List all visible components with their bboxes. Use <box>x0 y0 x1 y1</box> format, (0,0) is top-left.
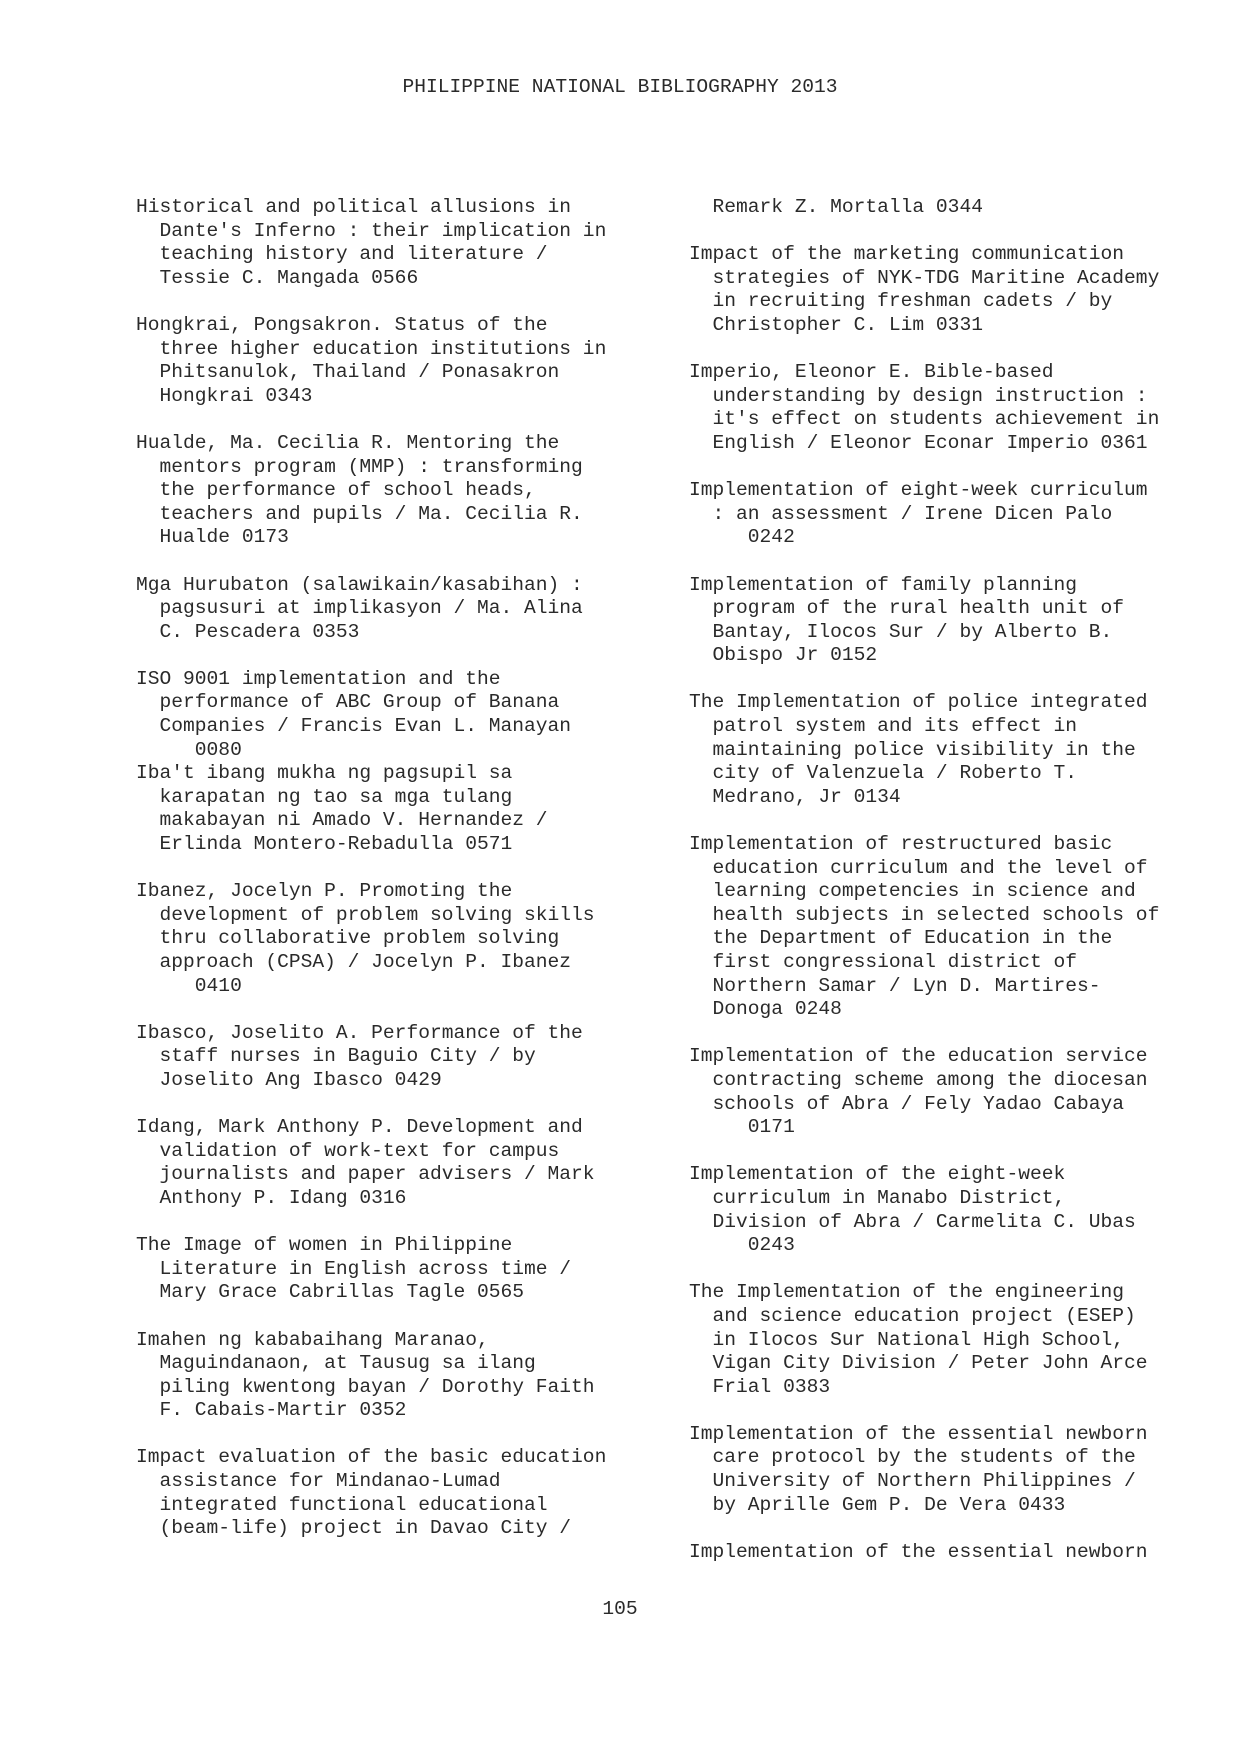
bibliography-entry: Idang, Mark Anthony P. Development and validation of work-text for campus journalists and paper advisers / Mark Anthony P. Idang 0316 <box>136 1116 595 1209</box>
bibliography-entry: Impact evaluation of the basic education assistance for Mindanao-Lumad integrated functional educational (beam-life) project in Davao City / <box>136 1446 607 1540</box>
bibliography-entry: Iba't ibang mukha ng pagsupil sa karapatan ng tao sa mga tulang makabayan ni Amado V. Hernandez / Erlinda Montero-Rebadulla 0571 <box>136 762 548 856</box>
bibliography-entry: The Implementation of police integrated patrol system and its effect in maintaining police visibility in the city of Valenzuela / Roberto T. Medrano, Jr 0134 <box>689 691 1148 808</box>
bibliography-entry: Mga Hurubaton (salawikain/kasabihan) : pagsusuri at implikasyon / Ma. Alina C. Pescadera 0353 <box>136 573 583 643</box>
bibliography-entry: Remark Z. Mortalla 0344 <box>689 196 983 218</box>
bibliography-entry: Implementation of the eight-week curriculum in Manabo District, Division of Abra / Carmelita C. Ubas 0243 <box>689 1163 1136 1257</box>
bibliography-entry: Historical and political allusions in Dante's Inferno : their implication in teaching history and literature / Tessie C. Mangada 0566 <box>136 196 607 289</box>
bibliography-entry: Implementation of the essential newborn <box>689 1540 1148 1563</box>
bibliography-entry: The Image of women in Philippine Literature in English across time / Mary Grace Cabrillas Tagle 0565 <box>136 1234 572 1304</box>
right-column <box>689 196 1209 1564</box>
bibliography-entry: Hongkrai, Pongsakron. Status of the three higher education institutions in Phitsanulok, Thailand / Ponasakron Hongkrai 0343 <box>136 313 607 407</box>
page-number: 105 <box>602 1598 638 1620</box>
bibliography-entry: ISO 9001 implementation and the performance of ABC Group of Banana Companies / Francis Evan L. Manayan 0080 <box>136 667 572 761</box>
bibliography-entry: Implementation of the essential newborn care protocol by the students of the University of Northern Philippines / by Aprille Gem P. De Vera 0433 <box>689 1422 1148 1516</box>
left-column <box>136 196 656 1541</box>
bibliography-entry: Implementation of eight-week curriculum : an assessment / Irene Dicen Palo 0242 <box>689 479 1148 549</box>
bibliography-entry: Hualde, Ma. Cecilia R. Mentoring the mentors program (MMP) : transforming the performance of school heads, teachers and pupils / Ma. Cecilia R. Hualde 0173 <box>136 431 583 549</box>
bibliography-entry: Ibanez, Jocelyn P. Promoting the development of problem solving skills thru collaborative problem solving approach (CPSA) / Jocelyn P. Ibanez 0410 <box>136 880 595 997</box>
bibliography-entry: Imperio, Eleonor E. Bible-based understanding by design instruction : it's effect on students achievement in English / Eleonor Econar Imperio 0361 <box>689 361 1160 454</box>
bibliography-entry: Ibasco, Joselito A. Performance of the staff nurses in Baguio City / by Joselito Ang Ibasco 0429 <box>136 1021 583 1091</box>
bibliography-entry: Impact of the marketing communication strategies of NYK-TDG Maritine Academy in recruiting freshman cadets / by Christopher C. Lim 0331 <box>689 243 1160 336</box>
bibliography-entry: The Implementation of the engineering and science education project (ESEP) in Ilocos Sur National High School, Vigan City Division / Peter John Arce Frial 0383 <box>689 1281 1148 1398</box>
bibliography-entry: Imahen ng kababaihang Maranao, Maguindanaon, at Tausug sa ilang piling kwentong bayan / Dorothy Faith F. Cabais-Martir 0352 <box>136 1328 595 1422</box>
bibliography-entry: Implementation of family planning program of the rural health unit of Bantay, Ilocos Sur / by Alberto B. Obispo Jr 0152 <box>689 573 1125 667</box>
bibliography-entry: Implementation of restructured basic education curriculum and the level of learning competencies in science and health subjects in selected schools of the Department of Education in the first congressional district of Northern Samar / Lyn D. Martires- Donoga 0248 <box>689 833 1160 1021</box>
bibliography-entry: Implementation of the education service contracting scheme among the diocesan schools of Abra / Fely Yadao Cabaya 0171 <box>689 1045 1148 1139</box>
page-header: PHILIPPINE NATIONAL BIBLIOGRAPHY 2013 <box>402 76 838 98</box>
